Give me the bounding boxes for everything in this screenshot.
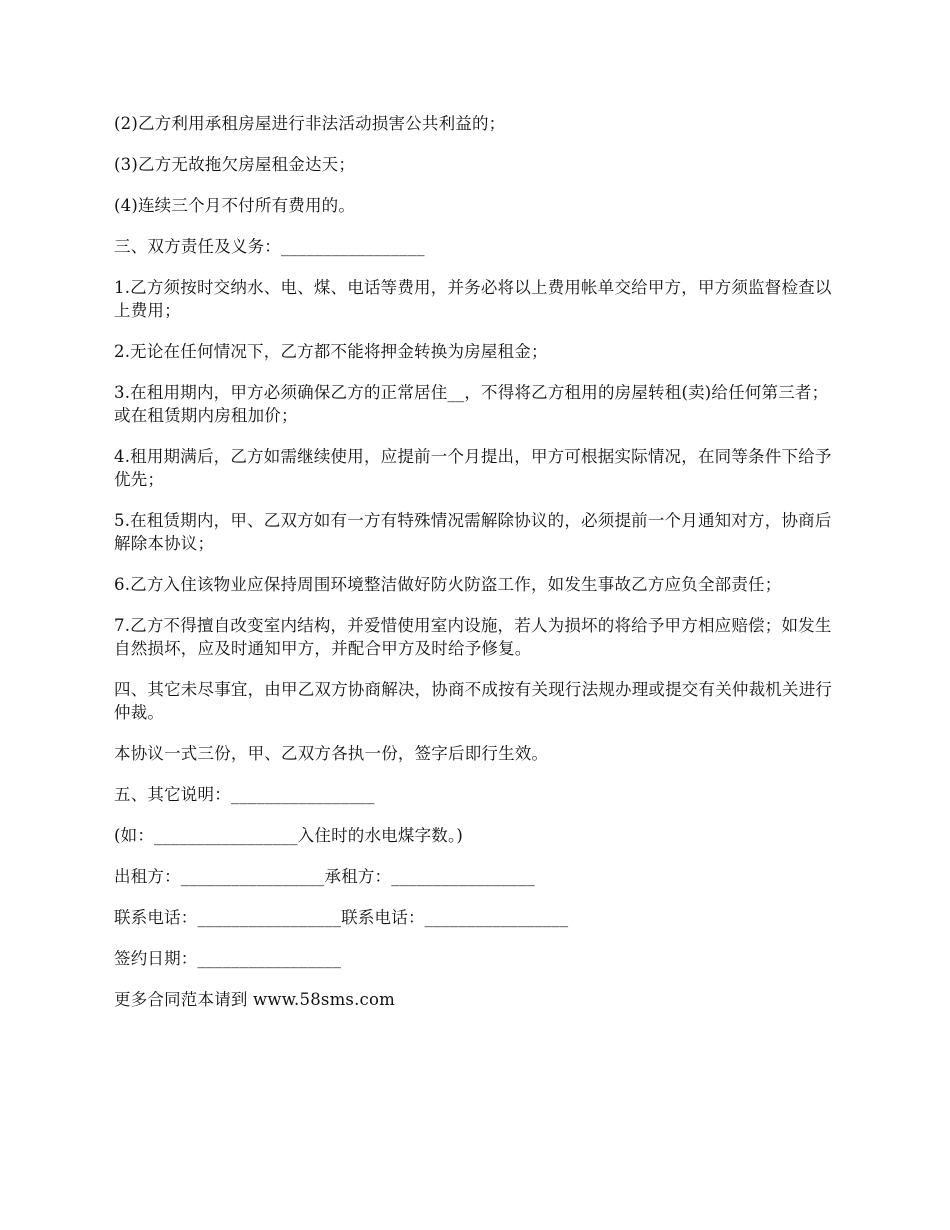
- duty-4-renewal: 4.租用期满后，乙方如需继续使用，应提前一个月提出，甲方可根据实际情况，在同等条件下给予优先；: [114, 447, 832, 489]
- parties-signature-line: 出租方：_________________承租方：_________________: [114, 867, 535, 886]
- utility-readings-line: (如：_________________入住时的水电煤字数。): [114, 826, 464, 845]
- duty-3-residence: 3.在租用期内，甲方必须确保乙方的正常居住__，不得将乙方租用的房屋转租(卖)给任何第三者；或在租赁期内房租加价；: [114, 383, 829, 425]
- duty-7-structure: 7.乙方不得擅自改变室内结构，并爱惜使用室内设施，若人为损坏的将给予甲方相应赔偿；如发生自然损坏，应及时通知甲方，并配合甲方及时给予修复。: [114, 616, 832, 658]
- duty-2-deposit: 2.无论在任何情况下，乙方都不能将押金转换为房屋租金；: [114, 342, 548, 361]
- clause-3-rent-arrears: (3)乙方无故拖欠房屋租金达天；: [114, 155, 356, 174]
- section-3-heading: 三、双方责任及义务：_________________: [114, 237, 425, 256]
- signing-date-line: 签约日期：_________________: [114, 949, 342, 968]
- document-body: [114, 112, 844, 1029]
- clause-4-unpaid-fees: (4)连续三个月不付所有费用的。: [114, 196, 356, 215]
- copies-statement: 本协议一式三份，甲、乙双方各执一份，签字后即行生效。: [114, 744, 549, 763]
- section-5-heading: 五、其它说明：_________________: [114, 785, 375, 804]
- section-4-other-matters: 四、其它未尽事宜，由甲乙双方协商解决，协商不成按有关现行法规办理或提交有关仲裁机关进行仲裁。: [114, 680, 833, 722]
- footer-more-templates: 更多合同范本请到 www.58sms.com: [114, 990, 395, 1009]
- duty-1-utilities: 1.乙方须按时交纳水、电、煤、电话等费用，并务必将以上费用帐单交给甲方，甲方须监督检查以上费用；: [114, 278, 832, 320]
- clause-2-illegal-use: (2)乙方利用承租房屋进行非法活动损害公共利益的；: [114, 114, 506, 133]
- duty-6-safety: 6.乙方入住该物业应保持周围环境整洁做好防火防盗工作，如发生事故乙方应负全部责任；: [114, 575, 782, 594]
- phone-line: 联系电话：_________________联系电话：_________________: [114, 908, 569, 927]
- duty-5-termination: 5.在租赁期内，甲、乙双方如有一方有特殊情况需解除协议的，必须提前一个月通知对方，协商后解除本协议；: [114, 511, 832, 553]
